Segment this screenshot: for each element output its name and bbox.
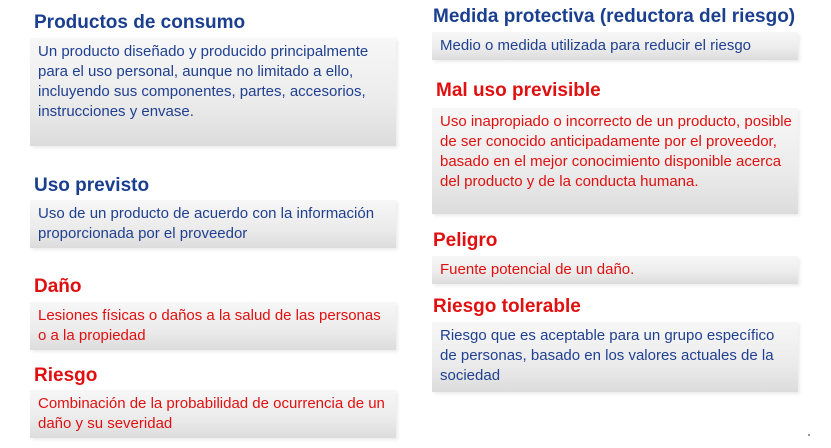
term-riesgo: Riesgo: [34, 365, 98, 386]
term-medida-protectiva: Medida protectiva (reductora del riesgo): [433, 6, 796, 27]
definition-productos-de-consumo: Un producto diseñado y producido principalmente para el uso personal, aunque no limitado a ello, incluyendo sus componentes, partes, accesorios, instrucciones y envase.: [30, 38, 396, 146]
definition-riesgo-tolerable: Riesgo que es aceptable para un grupo específico de personas, basado en los valores actuales de la sociedad: [432, 322, 798, 392]
definition-dano: Lesiones físicas o daños a la salud de las personas o a la propiedad: [30, 302, 396, 350]
term-peligro: Peligro: [433, 230, 498, 251]
decorative-dot: [808, 434, 810, 436]
term-uso-previsto: Uso previsto: [34, 175, 150, 196]
definition-medida-protectiva: Medio o medida utilizada para reducir el riesgo: [432, 32, 798, 60]
term-dano: Daño: [34, 276, 82, 297]
term-mal-uso-previsible: Mal uso previsible: [436, 80, 601, 101]
definition-riesgo: Combinación de la probabilidad de ocurrencia de un daño y su severidad: [30, 390, 396, 438]
definition-uso-previsto: Uso de un producto de acuerdo con la información proporcionada por el proveedor: [30, 200, 396, 248]
definition-mal-uso-previsible: Uso inapropiado o incorrecto de un producto, posible de ser conocido anticipadamente por el proveedor, basado en el mejor conocimiento disponible acerca del producto y de la conducta humana.: [432, 108, 798, 214]
term-productos-de-consumo: Productos de consumo: [34, 12, 246, 33]
definition-peligro: Fuente potencial de un daño.: [432, 256, 798, 284]
term-riesgo-tolerable: Riesgo tolerable: [433, 296, 581, 317]
